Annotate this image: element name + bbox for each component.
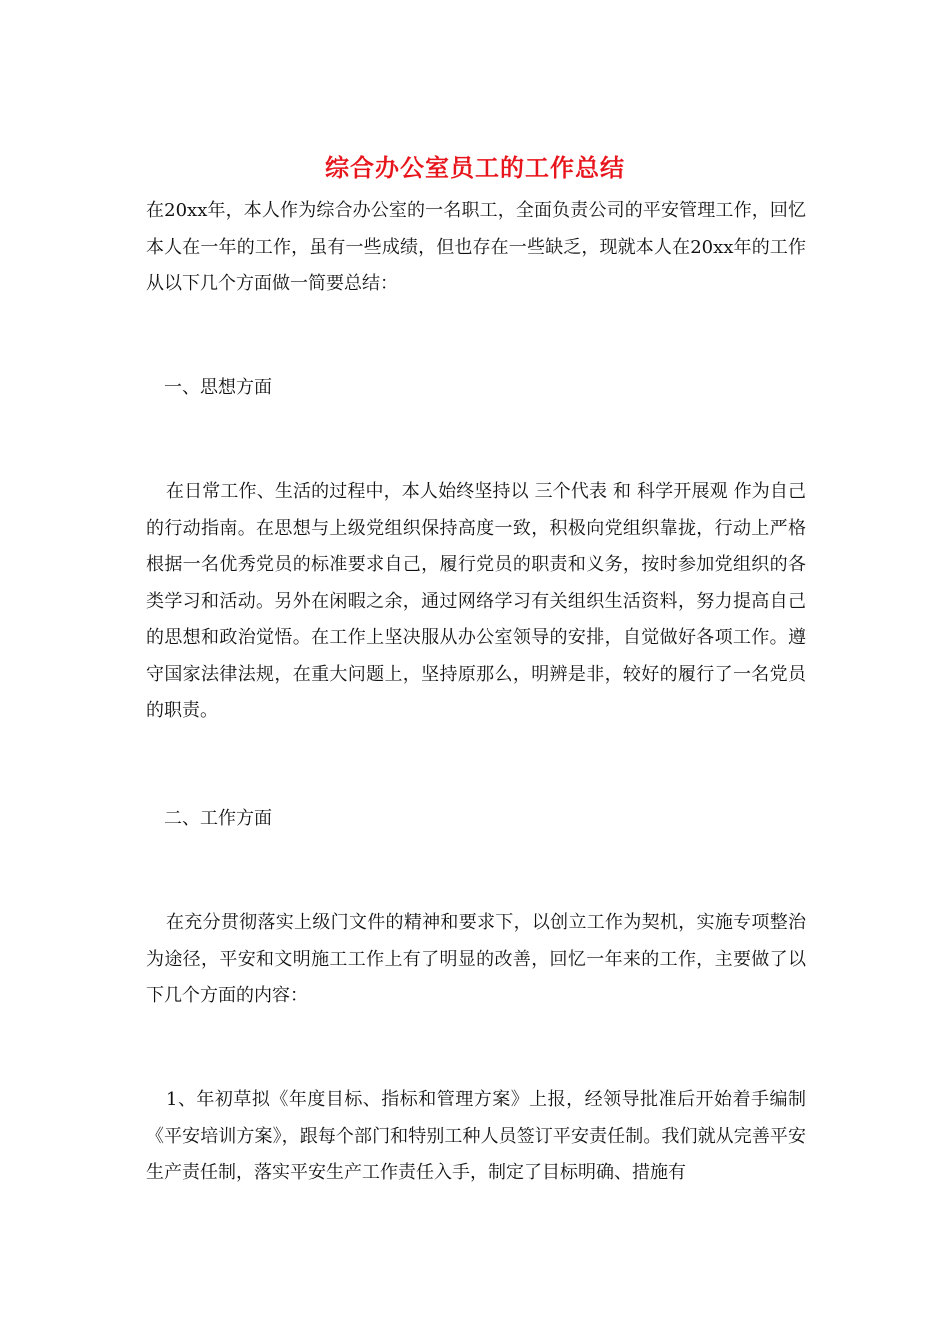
section-heading-thought: 一、思想方面: [164, 377, 272, 398]
document-title: 综合办公室员工的工作总结: [325, 153, 625, 182]
section-paragraph-work: 在充分贯彻落实上级门文件的精神和要求下，以创立工作为契机，实施专项整治为途径，平安和文明施工工作上有了明显的改善，回忆一年来的工作，主要做了以下几个方面的内容：: [146, 912, 806, 1006]
intro-paragraph: 在20xx年，本人作为综合办公室的一名职工，全面负责公司的平安管理工作，回忆本人在一年的工作，虽有一些成绩，但也存在一些缺乏，现就本人在20xx年的工作从以下几个方面做一简要总结：: [146, 200, 806, 294]
section-heading-work: 二、工作方面: [164, 808, 272, 829]
list-item-1: 1、年初草拟《年度目标、指标和管理方案》上报，经领导批准后开始着手编制《平安培训方案》，跟每个部门和特别工种人员签订平安责任制。我们就从完善平安生产责任制，落实平安生产工作责任入手，制定了目标明确、措施有: [146, 1089, 806, 1183]
section-paragraph-thought: 在日常工作、生活的过程中，本人始终坚持以 三个代表 和 科学开展观 作为自己的行动指南。在思想与上级党组织保持高度一致，积极向党组织靠拢，行动上严格根据一名优秀党员的标准要求自己，履行党员的职责和义务，按时参加党组织的各类学习和活动。另外在闲暇之余，通过网络学习有关组织生活资料，努力提高自己的思想和政治觉悟。在工作上坚决服从办公室领导的安排，自觉做好各项工作。遵守国家法律法规，在重大问题上，坚持原那么，明辨是非，较好的履行了一名党员的职责。: [146, 481, 806, 721]
